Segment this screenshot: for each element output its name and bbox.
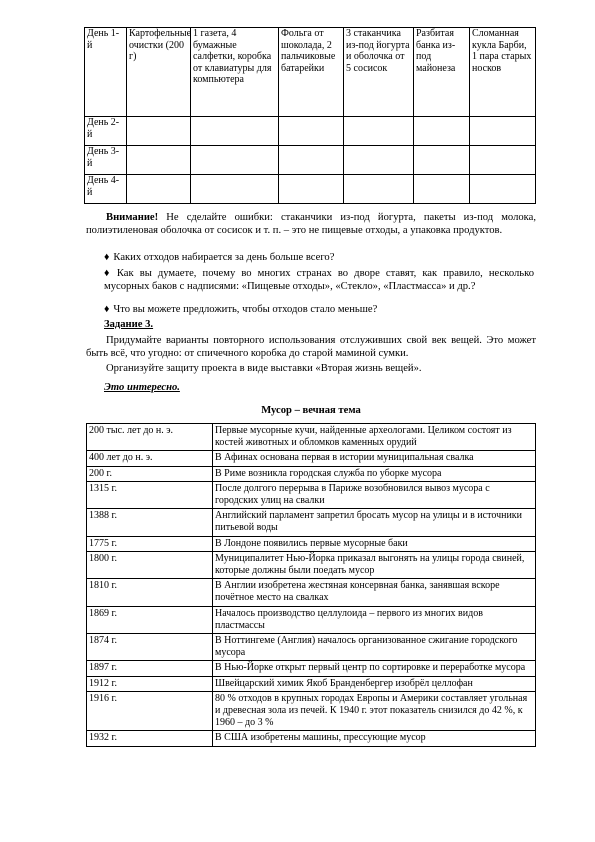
event-cell: В Англии изобретена жестяная консервная банка, занявшая вскоре почётное место на свалках [213,579,536,606]
table-cell: Картофельные очистки (200 г) [127,28,191,117]
empty-cell [414,117,470,146]
question-1 [104,251,534,264]
event-cell: Швейцарский химик Якоб Бранденбергер изобрёл целлофан [213,676,536,691]
table-row [87,424,536,451]
empty-cell [470,146,536,175]
date-cell: 200 тыс. лет до н. э. [87,424,213,451]
event-cell: В Риме возникла городская служба по уборке мусора [213,466,536,481]
attention-label: Внимание! [106,212,159,223]
event-cell: В США изобретены машины, прессующие мусор [213,731,536,746]
table-row [87,634,536,661]
event-cell: Муниципалитет Нью-Йорка приказал выгонять на улицы города свиней, которые должны были поедать мусор [213,551,536,578]
empty-cell [414,146,470,175]
empty-cell [344,146,414,175]
empty-cell [279,117,344,146]
event-cell: После долгого перерыва в Париже возобновился вывоз мусора с городских улиц на свалки [213,481,536,508]
empty-cell [470,117,536,146]
task-3-paragraph-2: Организуйте защиту проекта в виде выставки «Вторая жизнь вещей». [106,363,422,374]
event-cell: Английский парламент запретил бросать мусор на улицы и в источники питьевой воды [213,509,536,536]
table-row [85,28,536,117]
task-3-paragraph-1: Придумайте варианты повторного использования отслуживших свой век вещей. Это может быть всё, что угодно: от спичечного коробка до старой маминой сумки. [86,335,536,359]
empty-cell [127,146,191,175]
event-cell: В Ноттингеме (Англия) началось организованное сжигание городского мусора [213,634,536,661]
question-text: Что вы можете предложить, чтобы отходов стало меньше? [113,304,378,315]
waste-diary-table [84,27,536,204]
table-row [87,551,536,578]
empty-cell [344,117,414,146]
bullet-icon: ♦ [104,252,110,263]
table-cell: 1 газета, 4 бумажные салфетки, коробка от клавиатуры для компьютера [191,28,279,117]
date-cell: 1315 г. [87,481,213,508]
table-row [87,661,536,676]
event-cell: Началось производство целлулоида – первого из многих видов пластмассы [213,606,536,633]
date-cell: 200 г. [87,466,213,481]
attention-paragraph [86,211,536,237]
event-cell: Первые мусорные кучи, найденные археологами. Целиком состоят из костей животных и обломков каменных орудий [213,424,536,451]
empty-cell [127,175,191,204]
bullet-icon: ♦ [104,268,113,279]
event-cell: 80 % отходов в крупных городах Европы и Америки составляет угольная и древесная зола из печей. К 1940 г. этот показатель снизился до 42 %, к 1960 – до 3 % [213,691,536,731]
empty-cell [279,146,344,175]
table-row [87,481,536,508]
table-row [87,606,536,633]
garbage-history-table [86,423,536,747]
table-row [85,146,536,175]
table-row [87,676,536,691]
table-row [87,466,536,481]
empty-cell [344,175,414,204]
table-row [85,117,536,146]
date-cell: 1388 г. [87,509,213,536]
date-cell: 1897 г. [87,661,213,676]
task-3-title: Задание 3. [104,319,154,330]
question-text: Каких отходов набирается за день больше всего? [113,252,335,263]
table-cell: Разбитая банка из-под майонеза [414,28,470,117]
table-row [87,451,536,466]
empty-cell [191,146,279,175]
date-cell: 1916 г. [87,691,213,731]
day-2-cell: День 2-й [85,117,127,146]
day-4-cell: День 4-й [85,175,127,204]
table-row [87,536,536,551]
empty-cell [127,117,191,146]
question-text: Как вы думаете, почему во многих странах во дворе ставят, как правило, несколько мусорных баков с надписями: «Пищевые отходы», «Стекло», «Пластмасса» и др.? [104,268,535,292]
question-2 [104,267,534,293]
bullet-icon: ♦ [104,304,110,315]
table-cell: Сломанная кукла Барби, 1 пара старых носков [470,28,536,117]
empty-cell [191,175,279,204]
table-row [87,579,536,606]
empty-cell [191,117,279,146]
attention-text: Не сделайте ошибки: стаканчики из-под йогурта, пакеты из-под молока, полиэтиленовая оболочка от сосисок и т. п. – это не пищевые отходы, а упаковка продуктов. [86,212,536,236]
empty-cell [414,175,470,204]
question-3 [104,303,534,316]
empty-cell [470,175,536,204]
event-cell: В Афинах основана первая в истории муниципальная свалка [213,451,536,466]
date-cell: 1874 г. [87,634,213,661]
date-cell: 1810 г. [87,579,213,606]
date-cell: 1912 г. [87,676,213,691]
table-row [85,175,536,204]
empty-cell [279,175,344,204]
table-row [87,731,536,746]
date-cell: 400 лет до н. э. [87,451,213,466]
event-cell: В Нью-Йорке открыт первый центр по сортировке и переработке мусора [213,661,536,676]
table-row [87,691,536,731]
table-cell: Фольга от шоколада, 2 пальчиковые батарейки [279,28,344,117]
day-3-cell: День 3-й [85,146,127,175]
table-row [87,509,536,536]
interesting-heading: Это интересно. [104,382,180,393]
table-cell: 3 стаканчика из-под йогурта и оболочка от 5 сосисок [344,28,414,117]
day-1-cell: День 1-й [85,28,127,117]
date-cell: 1775 г. [87,536,213,551]
event-cell: В Лондоне появились первые мусорные баки [213,536,536,551]
date-cell: 1800 г. [87,551,213,578]
date-cell: 1869 г. [87,606,213,633]
table-2-title: Мусор – вечная тема [261,405,361,416]
date-cell: 1932 г. [87,731,213,746]
